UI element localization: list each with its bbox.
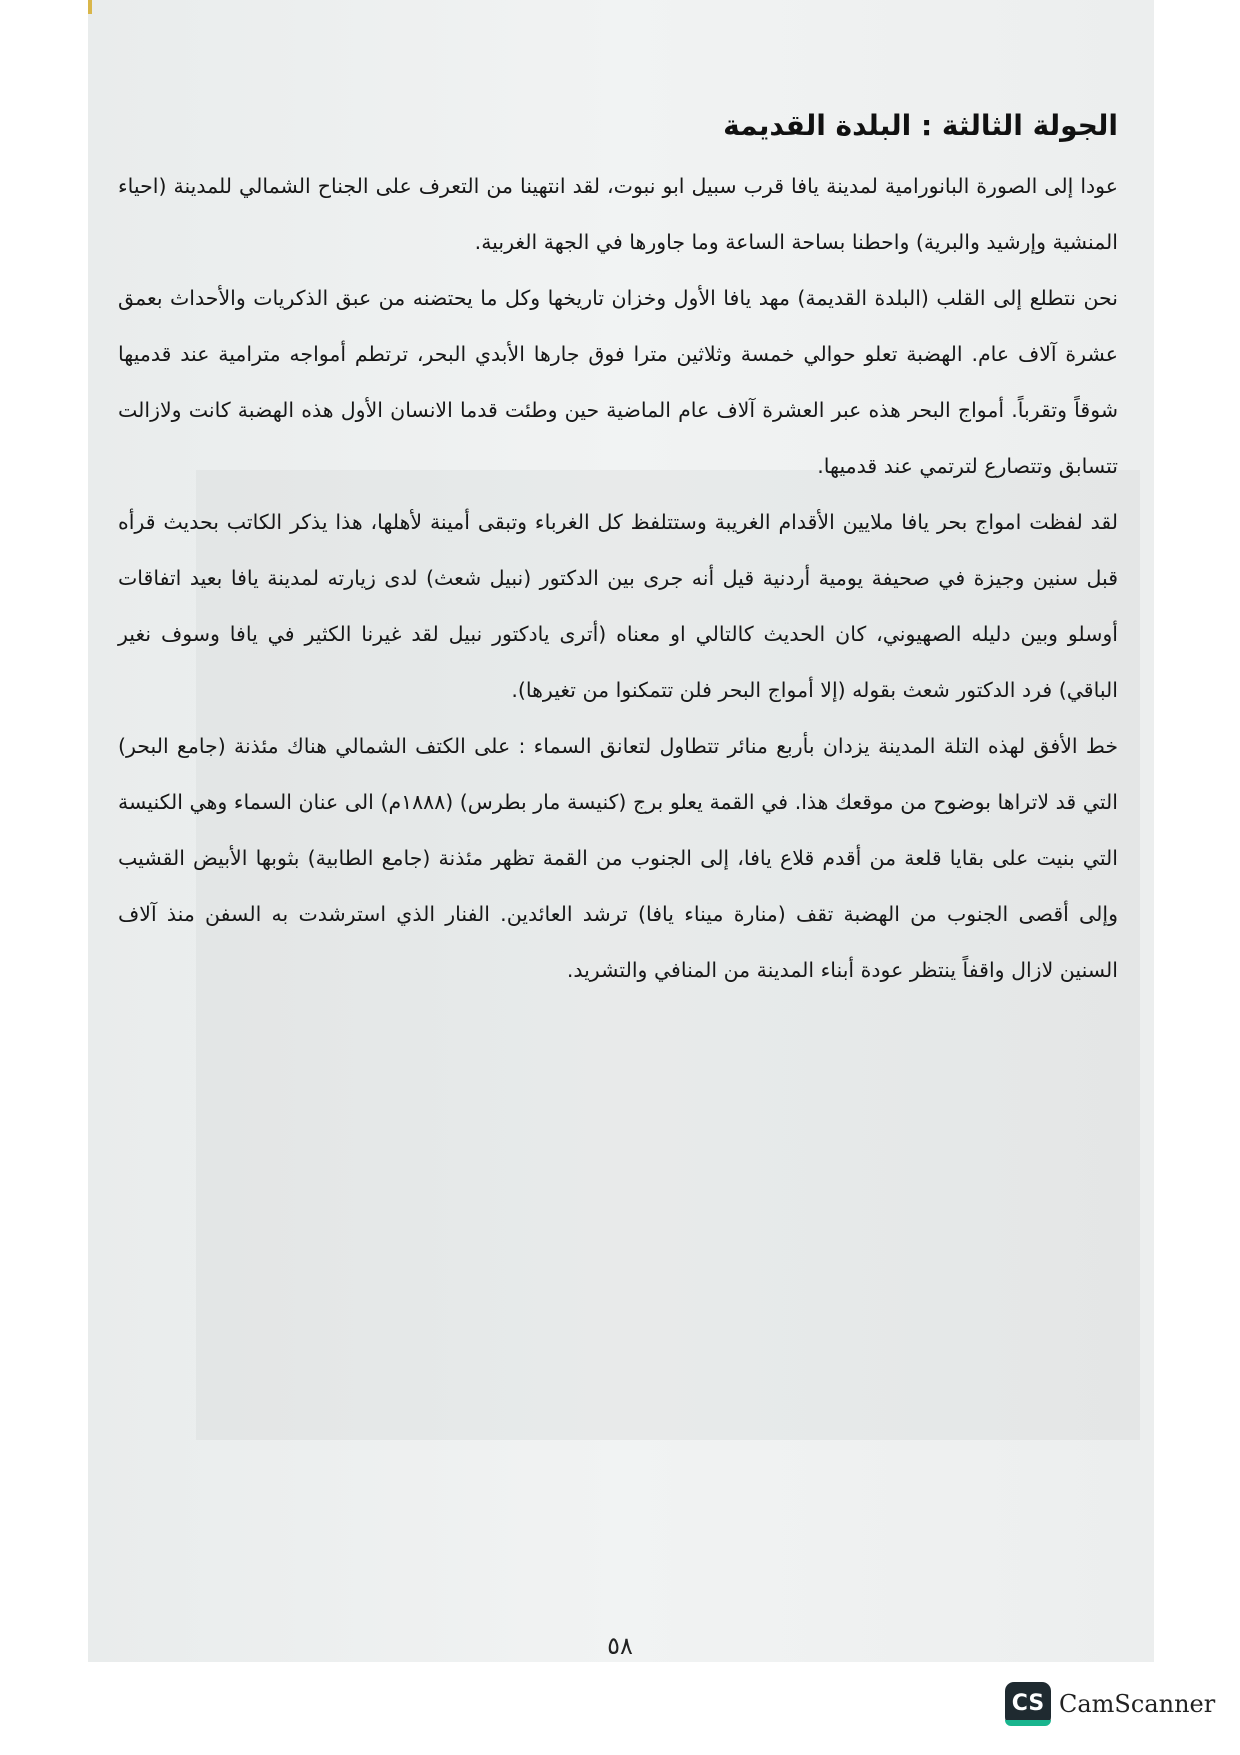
paragraph-3: لقد لفظت امواج بحر يافا ملايين الأقدام الغريبة وستتلفظ كل الغرباء وتبقى أمينة لأهلها، هذا يذكر الكاتب بحديث قرأه قبل سنين وجيزة في صحيفة يومية أردنية قيل أنه جرى بين الدكتور (نبيل شعث) لدى زيارته لمدينة يافا بعيد اتفاقات أوسلو وبين دليله الصهيوني، كان الحديث كالتالي او معناه (أترى يادكتور نبيل لقد غيرنا الكثير في يافا وسوف نغير الباقي) فرد الدكتور شعث بقوله (إلا أمواج البحر فلن تتمكنوا من تغيرها). bbox=[118, 510, 1118, 702]
page-number: ٥٨ bbox=[607, 1632, 633, 1660]
camscanner-label: CamScanner bbox=[1059, 1690, 1216, 1718]
camscanner-logo-icon: CS bbox=[1005, 1682, 1051, 1726]
paragraph-1: عودا إلى الصورة البانورامية لمدينة يافا قرب سبيل ابو نبوت، لقد انتهينا من التعرف على الجناح الشمالي للمدينة (احياء المنشية وإرشيد والبرية) واحطنا بساحة الساعة وما جاورها في الجهة الغربية. bbox=[118, 174, 1118, 254]
paragraph-4: خط الأفق لهذه التلة المدينة يزدان بأربع منائر تتطاول لتعانق السماء : على الكتف الشمالي هناك مئذنة (جامع البحر) التي قد لاتراها بوضوح من موقعك هذا. في القمة يعلو برج (كنيسة مار بطرس) (١٨٨٨م) الى عنان السماء وهي الكنيسة التي بنيت على بقايا قلعة من أقدم قلاع يافا، إلى الجنوب من القمة تظهر مئذنة (جامع الطابية) بثوبها الأبيض القشيب وإلى أقصى الجنوب من الهضبة تقف (منارة ميناء يافا) ترشد العائدين. الفنار الذي استرشدت به السفن منذ آلاف السنين لازال واقفاً ينتظر عودة أبناء المدينة من المنافي والتشريد. bbox=[118, 734, 1119, 982]
page-edge-mark bbox=[88, 0, 92, 14]
camscanner-watermark bbox=[1005, 1682, 1215, 1726]
page-body bbox=[118, 100, 1118, 998]
section-heading: الجولة الثالثة : البلدة القديمة bbox=[723, 109, 1118, 142]
paragraph-2: نحن نتطلع إلى القلب (البلدة القديمة) مهد يافا الأول وخزان تاريخها وكل ما يحتضنه من عبق الذكريات والأحداث بعمق عشرة آلاف عام. الهضبة تعلو حوالي خمسة وثلاثين مترا فوق جارها الأبدي البحر، ترتطم أمواجه مترامية عند قدميها شوقاً وتقرباً. أمواج البحر هذه عبر العشرة آلاف عام الماضية حين وطئت قدما الانسان الأول هذه الهضبة كانت ولازالت تتسابق وتتصارع لترتمي عند قدميها. bbox=[118, 286, 1118, 478]
